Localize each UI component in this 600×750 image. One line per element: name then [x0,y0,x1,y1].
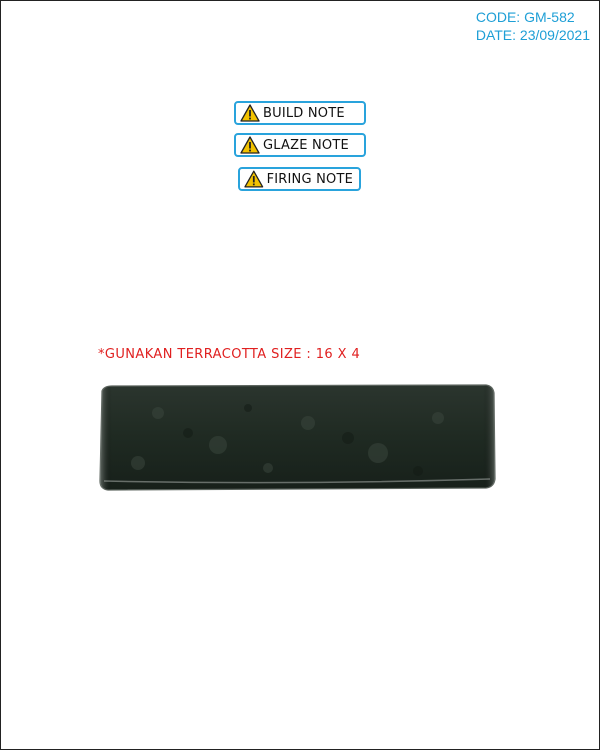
firing-note-button[interactable] [238,167,361,191]
warning-icon [240,136,260,154]
terracotta-size-instruction: *GUNAKAN TERRACOTTA SIZE : 16 X 4 [98,347,361,362]
document-meta [476,8,590,44]
build-note-button[interactable] [234,101,366,125]
product-code: CODE: GM-582 [475,9,575,25]
build-note-label: BUILD NOTE [263,105,345,121]
warning-icon [240,104,260,122]
glaze-note-button[interactable] [234,133,366,157]
firing-note-label: FIRING NOTE [266,171,353,187]
tile-sample-image [98,383,496,491]
warning-icon [244,170,264,188]
glaze-note-label: GLAZE NOTE [263,137,349,153]
document-date: DATE: 23/09/2021 [475,27,590,43]
